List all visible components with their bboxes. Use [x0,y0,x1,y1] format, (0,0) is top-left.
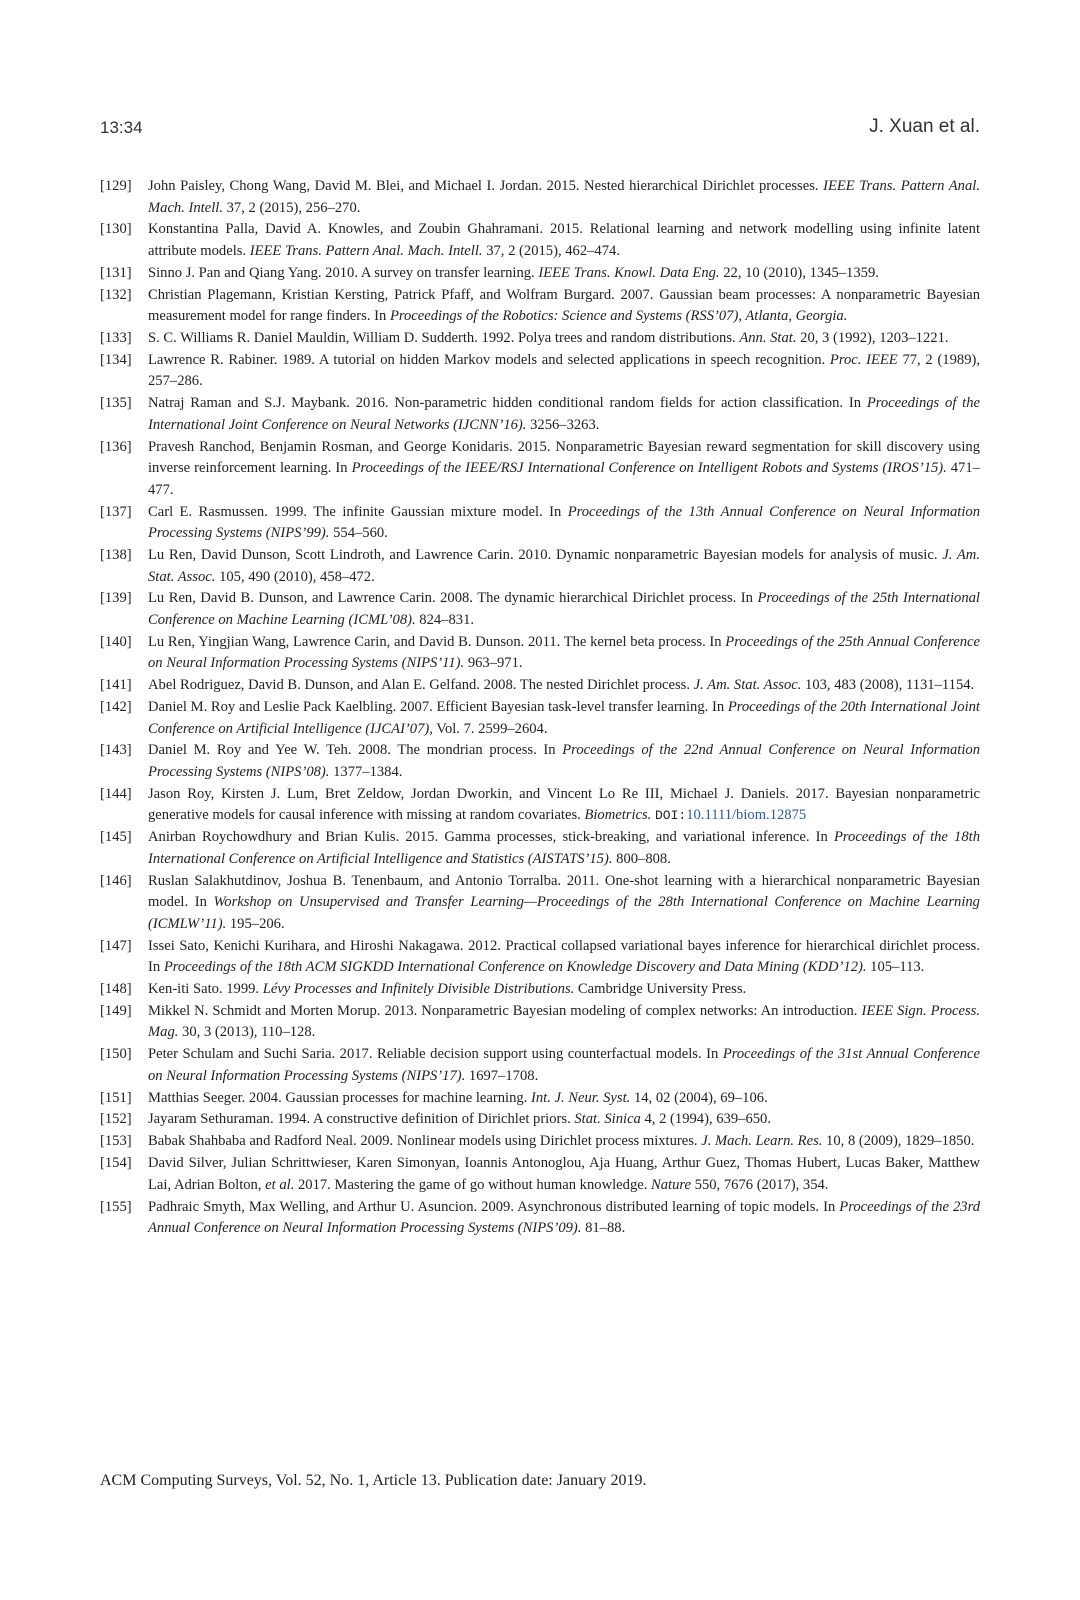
reference-entry [100,588,980,631]
reference-fragment: 471–477. [148,460,980,498]
reference-entry [100,502,980,545]
reference-number: [130] [100,221,132,238]
reference-text [148,1001,980,1044]
reference-number: [132] [100,286,132,303]
reference-entry [100,1197,980,1240]
reference-fragment: 37, 2 (2015), 462–474. [482,242,620,259]
reference-text [148,784,980,827]
reference-entry [100,1044,980,1087]
reference-fragment: Issei Sato, Kenichi Kurihara, and Hiroshi Nakagawa. 2012. Practical collapsed variational bayes inference for hierarchical dirichlet process. In [148,937,980,976]
reference-fragment: Jayaram Sethuraman. 1994. A constructive definition of Dirichlet priors. [148,1111,575,1128]
reference-text [148,936,980,979]
reference-fragment: John Paisley, Chong Wang, David M. Blei, and Michael I. Jordan. 2015. Nested hierarchical Dirichlet processes. [148,178,824,194]
reference-text [148,1197,980,1240]
reference-venue: Proceedings of the 31st Annual Conference on Neural Information Processing Systems (NIPS’17). [148,1046,980,1084]
reference-fragment: 20, 3 (1992), 1203–1221. [796,330,949,347]
reference-fragment: 550, 7676 (2017), 354. [691,1176,829,1193]
reference-fragment: Lu Ren, David B. Dunson, and Lawrence Carin. 2008. The dynamic hierarchical Dirichlet process. In [148,590,758,607]
reference-fragment: Carl E. Rasmussen. 1999. The infinite Gaussian mixture model. In [148,503,568,520]
reference-fragment: Konstantina Palla, David A. Knowles, and Zoubin Ghahramani. 2015. Relational learning and network modelling using infinite latent attribute models. [148,221,980,259]
doi-label: DOI: [654,808,687,824]
reference-fragment: 14, 02 (2004), 69–106. [630,1089,768,1106]
reference-text [148,1109,980,1131]
reference-text [148,871,980,936]
reference-number: [138] [100,547,132,564]
reference-venue: Proceedings of the 18th International Conference on Artificial Intelligence and Statistics (AISTATS’15). [148,829,981,867]
reference-number: [153] [100,1133,132,1150]
reference-fragment: Daniel M. Roy and Leslie Pack Kaelbling. 2007. Efficient Bayesian task-level transfer learning. In [148,699,728,716]
reference-fragment: Lu Ren, David Dunson, Scott Lindroth, and Lawrence Carin. 2010. Dynamic nonparametric Bayesian models for analysis of music. [148,547,943,564]
reference-entry [100,1131,980,1153]
reference-fragment: 81–88. [581,1220,626,1237]
reference-venue: IEEE Trans. Knowl. Data Eng. [538,264,720,281]
reference-number: [149] [100,1002,132,1019]
reference-venue: J. Am. Stat. Assoc. [148,547,980,585]
reference-number: [143] [100,742,132,759]
reference-entry [100,176,980,219]
reference-fragment: 30, 3 (2013), 110–128. [178,1024,316,1041]
reference-fragment: 800–808. [612,850,671,867]
doi-link[interactable]: 10.1111/biom.12875 [686,807,807,824]
reference-fragment: 37, 2 (2015), 256–270. [222,199,361,216]
reference-fragment: Lu Ren, Yingjian Wang, Lawrence Carin, and David B. Dunson. 2011. The kernel beta process. In [148,633,726,650]
reference-venue: IEEE Trans. Pattern Anal. Mach. Intell. [148,178,980,216]
reference-entry [100,393,980,436]
reference-fragment: 22, 10 (2010), 1345–1359. [719,264,879,281]
reference-text [148,588,980,631]
reference-entry [100,285,980,328]
reference-fragment: 1377–1384. [329,763,403,780]
reference-fragment: S. C. Williams R. Daniel Mauldin, William D. Sudderth. 1992. Polya trees and random distributions. [148,330,740,347]
reference-fragment: 105–113. [866,959,925,976]
reference-fragment: Ken-iti Sato. 1999. [148,980,263,997]
reference-entry [100,219,980,262]
reference-fragment: , Vol. 7. 2599–2604. [429,720,548,737]
reference-entry [100,545,980,588]
page-number: 13:34 [100,118,143,137]
reference-number: [144] [100,785,132,802]
reference-text [148,328,980,350]
reference-venue: Proc. IEEE [829,351,898,368]
reference-fragment: 77, 2 (1989), 257–286. [148,351,980,390]
reference-number: [139] [100,590,132,607]
reference-venue: Proceedings of the 25th Annual Conference on Neural Information Processing Systems (NIPS’11). [148,633,980,672]
reference-text [148,697,980,740]
reference-number: [145] [100,829,132,846]
reference-venue: Proceedings of the 20th International Joint Conference on Artificial Intelligence (IJCAI’07) [148,699,980,737]
reference-venue: J. Am. Stat. Assoc. [693,677,802,694]
reference-number: [136] [100,438,132,455]
reference-fragment: Daniel M. Roy and Yee W. Teh. 2008. The mondrian process. In [148,742,563,759]
reference-entry [100,328,980,350]
reference-fragment: Babak Shahbaba and Radford Neal. 2009. Nonlinear models using Dirichlet process mixtures. [148,1133,702,1150]
reference-venue: J. Mach. Learn. Res. [701,1133,823,1150]
page-header [100,118,980,148]
reference-entry [100,632,980,675]
reference-number: [146] [100,872,132,889]
reference-venue: Lévy Processes and Infinitely Divisible Distributions. [262,980,575,997]
reference-fragment: 10, 8 (2009), 1829–1850. [822,1133,975,1150]
reference-fragment: David Silver, Julian Schrittwieser, Karen Simonyan, Ioannis Antonoglou, Aja Huang, Arthur Guez, Thomas Hubert, Lucas Baker, Matthew Lai, Adrian Bolton, [148,1155,980,1193]
reference-venue: Proceedings of the Robotics: Science and Systems (RSS’07), Atlanta, Georgia. [389,308,848,325]
reference-entry [100,350,980,393]
reference-fragment: 1697–1708. [465,1067,539,1084]
reference-entry [100,827,980,870]
reference-fragment: Sinno J. Pan and Qiang Yang. 2010. A survey on transfer learning. [148,264,539,281]
reference-text [148,502,980,545]
reference-venue: Proceedings of the 23rd Annual Conference on Neural Information Processing Systems (NIPS’09). [148,1198,980,1237]
reference-list [100,176,980,1240]
reference-text [148,393,980,436]
reference-venue: IEEE Sign. Process. Mag. [148,1002,980,1041]
running-head: J. Xuan et al. [869,116,980,137]
reference-fragment: Lawrence R. Rabiner. 1989. A tutorial on hidden Markov models and selected applications in speech recognition. [148,351,830,368]
reference-fragment: Mikkel N. Schmidt and Morten Morup. 2013. Nonparametric Bayesian modeling of complex networks: An introduction. [148,1002,862,1019]
reference-entry [100,437,980,502]
reference-fragment: Pravesh Ranchod, Benjamin Rosman, and George Konidaris. 2015. Nonparametric Bayesian reward segmentation for skill discovery using inverse reinforcement learning. In [148,438,980,477]
reference-number: [129] [100,178,132,194]
reference-text [148,1044,980,1087]
reference-venue: Proceedings of the IEEE/RSJ International Conference on Intelligent Robots and Systems (IROS’15). [351,460,947,477]
reference-venue: Proceedings of the 22nd Annual Conference on Neural Information Processing Systems (NIPS’08). [148,742,980,780]
reference-number: [133] [100,330,132,347]
reference-text [148,219,980,262]
reference-number: [142] [100,699,132,716]
reference-fragment: 963–971. [464,655,523,672]
reference-text [148,1088,980,1110]
reference-number: [151] [100,1089,132,1106]
reference-entry [100,1001,980,1044]
reference-venue: IEEE Trans. Pattern Anal. Mach. Intell. [249,242,483,259]
reference-venue: Stat. Sinica [574,1111,641,1128]
reference-text [148,1153,980,1196]
reference-number: [147] [100,937,132,954]
reference-fragment: Abel Rodriguez, David B. Dunson, and Alan E. Gelfand. 2008. The nested Dirichlet process. [148,677,694,694]
reference-number: [140] [100,633,132,650]
reference-number: [152] [100,1111,132,1128]
reference-entry [100,740,980,783]
reference-entry [100,784,980,827]
reference-fragment: Ruslan Salakhutdinov, Joshua B. Tenenbaum, and Antonio Torralba. 2011. One-shot learning with a hierarchical nonparametric Bayesian model. In [148,872,980,911]
reference-fragment: Matthias Seeger. 2004. Gaussian processes for machine learning. [148,1089,531,1106]
reference-entry [100,1109,980,1131]
reference-venue: Proceedings of the 13th Annual Conference on Neural Information Processing Systems (NIPS’99). [148,503,980,542]
reference-fragment: Padhraic Smyth, Max Welling, and Arthur U. Asuncion. 2009. Asynchronous distributed learning of topic models. In [148,1198,840,1215]
reference-entry [100,979,980,1001]
reference-venue: Int. J. Neur. Syst. [530,1089,631,1106]
reference-number: [134] [100,351,132,368]
reference-number: [131] [100,264,132,281]
reference-text [148,263,980,285]
reference-fragment: 105, 490 (2010), 458–472. [215,568,375,585]
reference-fragment: 103, 483 (2008), 1131–1154. [801,677,975,694]
reference-venue: Proceedings of the 18th ACM SIGKDD International Conference on Knowledge Discovery and Data Mining (KDD’12). [163,959,867,976]
reference-entry [100,936,980,979]
reference-fragment: Natraj Raman and S.J. Maybank. 2016. Non-parametric hidden conditional random fields for action classification. In [148,395,867,412]
reference-text [148,979,980,1001]
reference-text [148,740,980,783]
reference-venue: Proceedings of the 25th International Conference on Machine Learning (ICML’08). [148,590,980,628]
reference-number: [148] [100,980,132,997]
reference-venue: Ann. Stat. [739,330,797,347]
reference-text [148,285,980,328]
reference-entry [100,871,980,936]
reference-text [148,176,980,219]
reference-text [148,827,980,870]
page-footer: ACM Computing Surveys, Vol. 52, No. 1, Article 13. Publication date: January 2019. [100,1472,647,1489]
reference-number: [155] [100,1198,132,1215]
reference-number: [154] [100,1155,132,1172]
reference-text [148,632,980,675]
reference-fragment: 824–831. [415,611,475,628]
reference-text [148,350,980,393]
reference-venue: Workshop on Unsupervised and Transfer Learning—Proceedings of the 28th International Conference on Machine Learning (ICMLW’11). [148,894,980,932]
reference-venue: et al. [265,1176,295,1193]
reference-entry [100,263,980,285]
reference-fragment: Christian Plagemann, Kristian Kersting, Patrick Pfaff, and Wolfram Burgard. 2007. Gaussian beam processes: A nonparametric Bayesian measurement model for range finders. In [148,286,980,325]
reference-entry [100,1153,980,1196]
reference-number: [150] [100,1046,132,1063]
reference-fragment: Peter Schulam and Suchi Saria. 2017. Reliable decision support using counterfactual models. In [148,1046,723,1063]
reference-venue: Nature [651,1176,692,1193]
reference-text [148,675,980,697]
reference-number: [137] [100,503,132,520]
reference-fragment: 2017. Mastering the game of go without human knowledge. [294,1176,652,1193]
reference-entry [100,697,980,740]
reference-number: [135] [100,395,132,412]
reference-fragment: Cambridge University Press. [574,980,747,997]
reference-number: [141] [100,677,132,694]
reference-fragment: Jason Roy, Kirsten J. Lum, Bret Zeldow, Jordan Dworkin, and Vincent Lo Re III, Michael J. Daniels. 2017. Bayesian nonparametric generative models for causal inference with missing at random covariates. [148,785,980,824]
reference-venue: Proceedings of the International Joint Conference on Neural Networks (IJCNN’16). [148,395,980,433]
reference-entry [100,1088,980,1110]
reference-fragment: Anirban Roychowdhury and Brian Kulis. 2015. Gamma processes, stick-breaking, and variational inference. In [148,829,834,846]
reference-text [148,437,980,502]
reference-text [148,545,980,588]
reference-fragment: 554–560. [329,525,388,542]
reference-text [148,1131,980,1153]
reference-fragment: 3256–3263. [526,416,600,433]
reference-fragment: 4, 2 (1994), 639–650. [640,1111,771,1128]
reference-venue: Biometrics. [584,807,652,824]
reference-fragment: 195–206. [226,915,285,932]
reference-entry [100,675,980,697]
